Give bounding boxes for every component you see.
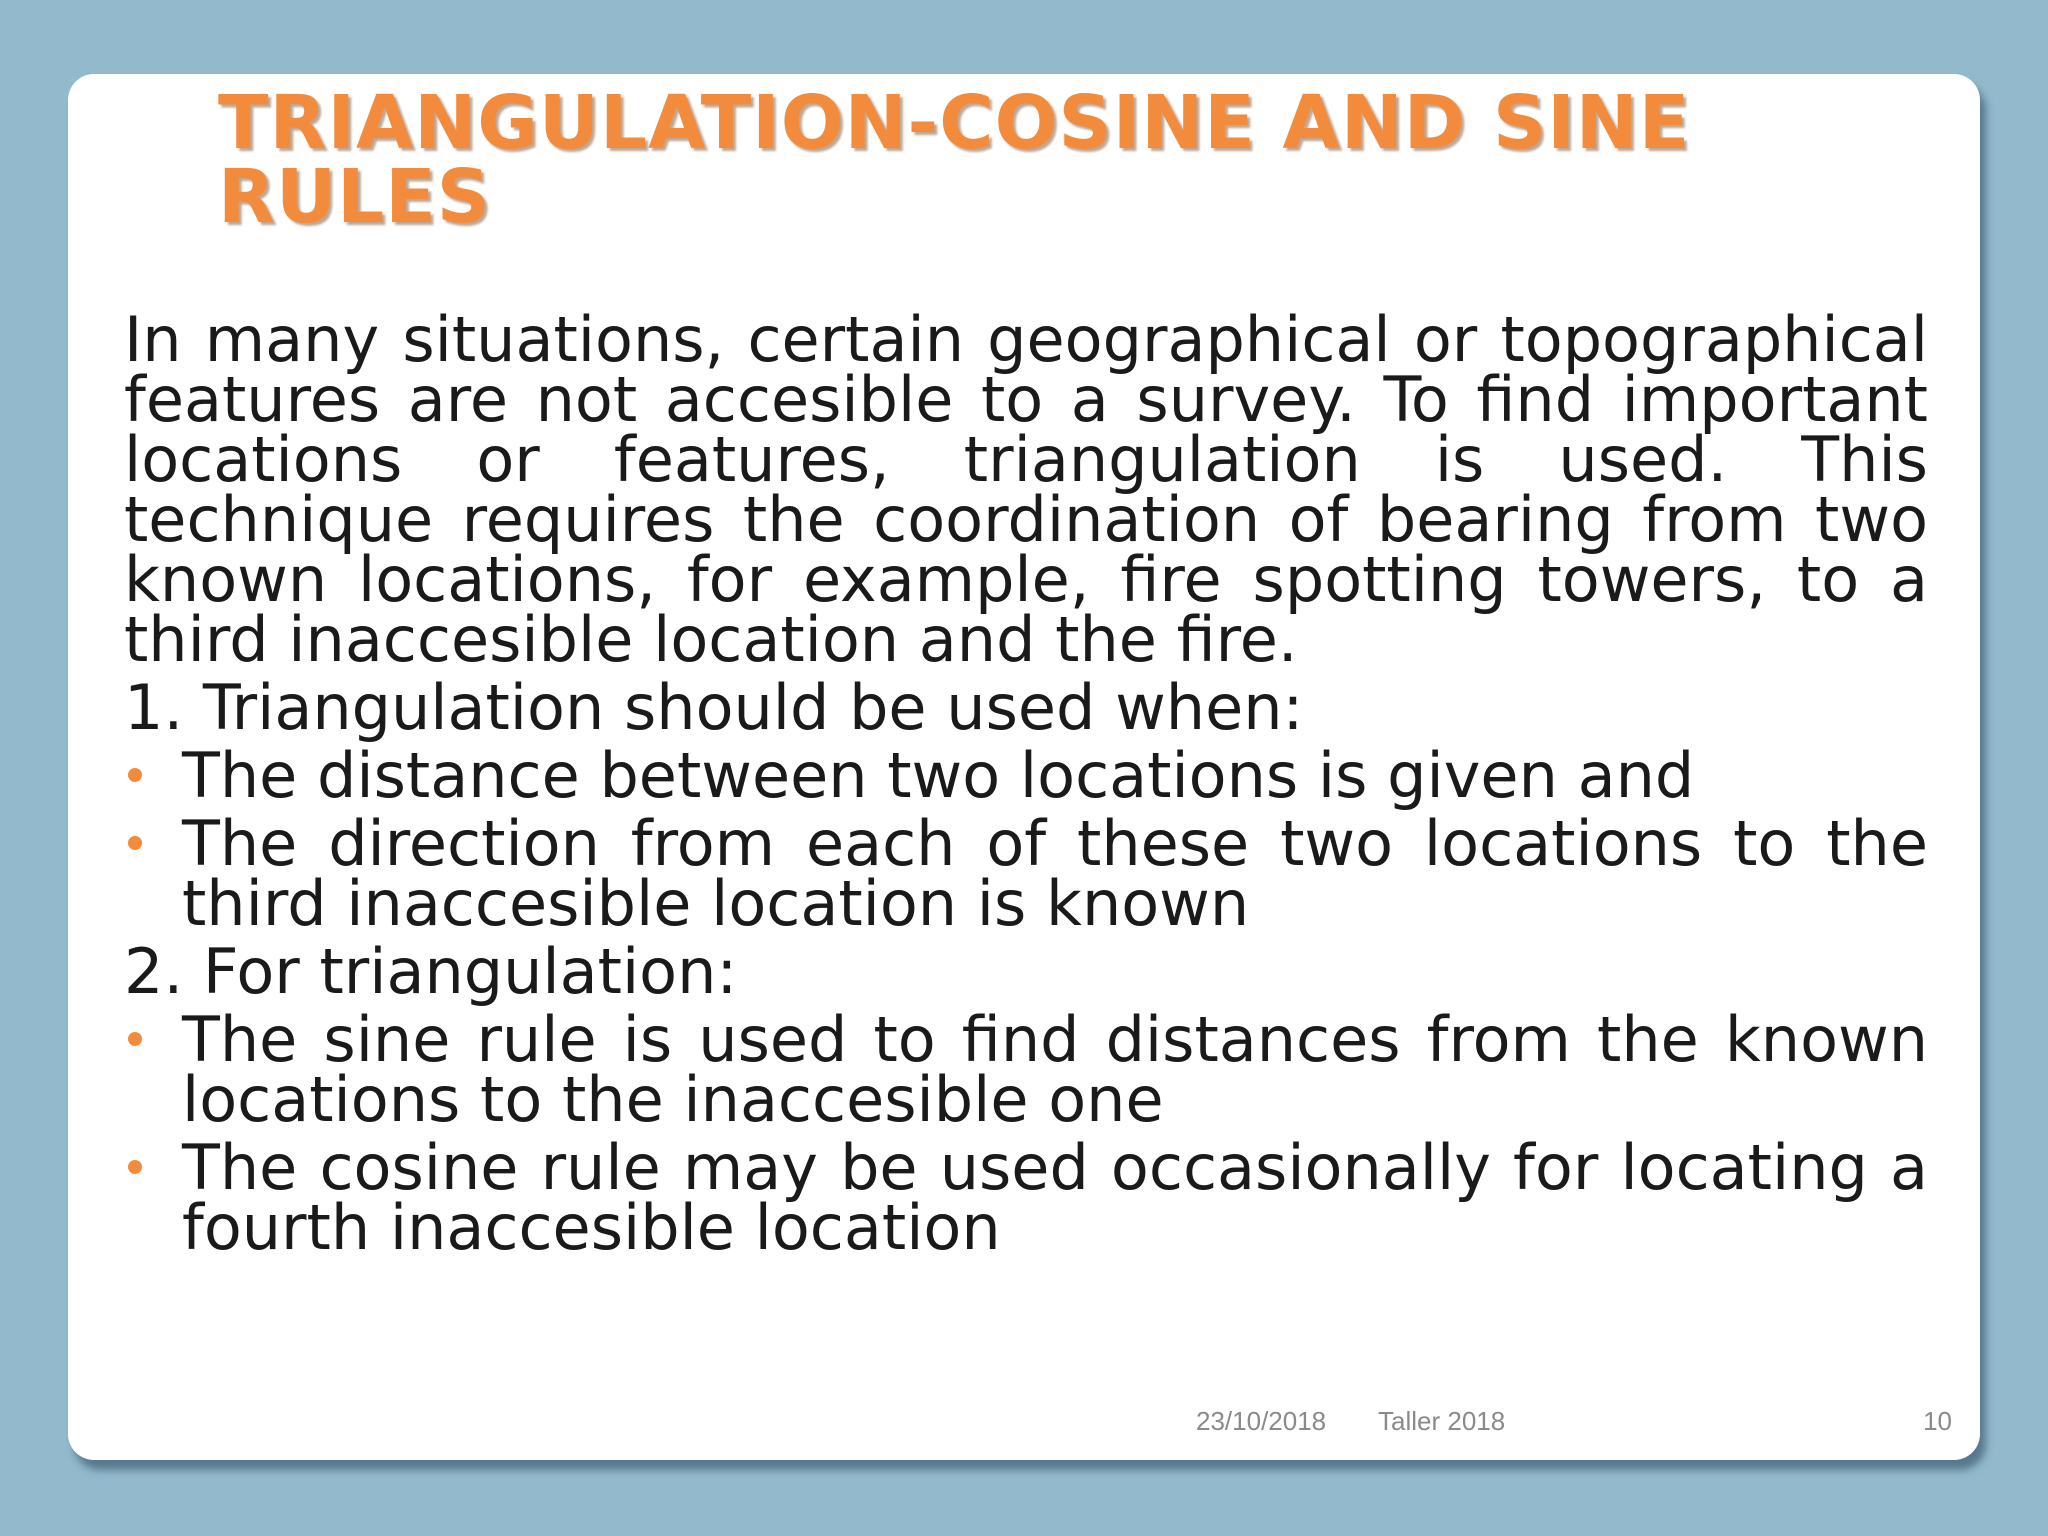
intro-paragraph: In many situations, certain geographical or topographical features are not accesible to a survey. To find important locations or features, triangulation is used. This technique requires the coordination of bearing from two known locations, for example, fire spotting towers, to a third inaccesible location and the fire. bbox=[124, 303, 1928, 676]
page-number: 10 bbox=[1923, 1406, 1952, 1436]
slide-panel bbox=[68, 74, 1980, 1460]
footer-date: 23/10/2018 bbox=[1196, 1406, 1327, 1436]
bullet-text: The direction from each of these two locations to the third inaccesible location is known bbox=[182, 807, 1928, 940]
bullet-dot-icon bbox=[128, 1160, 142, 1174]
footer-text: Taller 2018 bbox=[1378, 1406, 1506, 1436]
section-2-bullet-2 bbox=[124, 1131, 1928, 1264]
bullet-text: The cosine rule may be used occasionally for locating a fourth inaccesible location bbox=[182, 1131, 1928, 1264]
bullet-dot-icon bbox=[128, 836, 142, 850]
bullet-dot-icon bbox=[128, 1032, 142, 1046]
section-2-heading: 2. For triangulation: bbox=[124, 935, 738, 1008]
bullet-text: The distance between two locations is given and bbox=[182, 739, 1695, 812]
bullet-text: The sine rule is used to find distances from the known locations to the inaccesible one bbox=[182, 1003, 1928, 1136]
section-2-bullet-1 bbox=[124, 1003, 1928, 1136]
section-1-heading: 1. Triangulation should be used when: bbox=[124, 671, 1304, 744]
section-1-bullet-1 bbox=[124, 739, 1928, 812]
slide-body bbox=[124, 303, 1928, 1266]
bullet-dot-icon bbox=[128, 768, 142, 782]
slide-title: TRIANGULATION-COSINE AND SINE RULES bbox=[218, 80, 1691, 240]
section-1-bullet-2 bbox=[124, 807, 1928, 940]
